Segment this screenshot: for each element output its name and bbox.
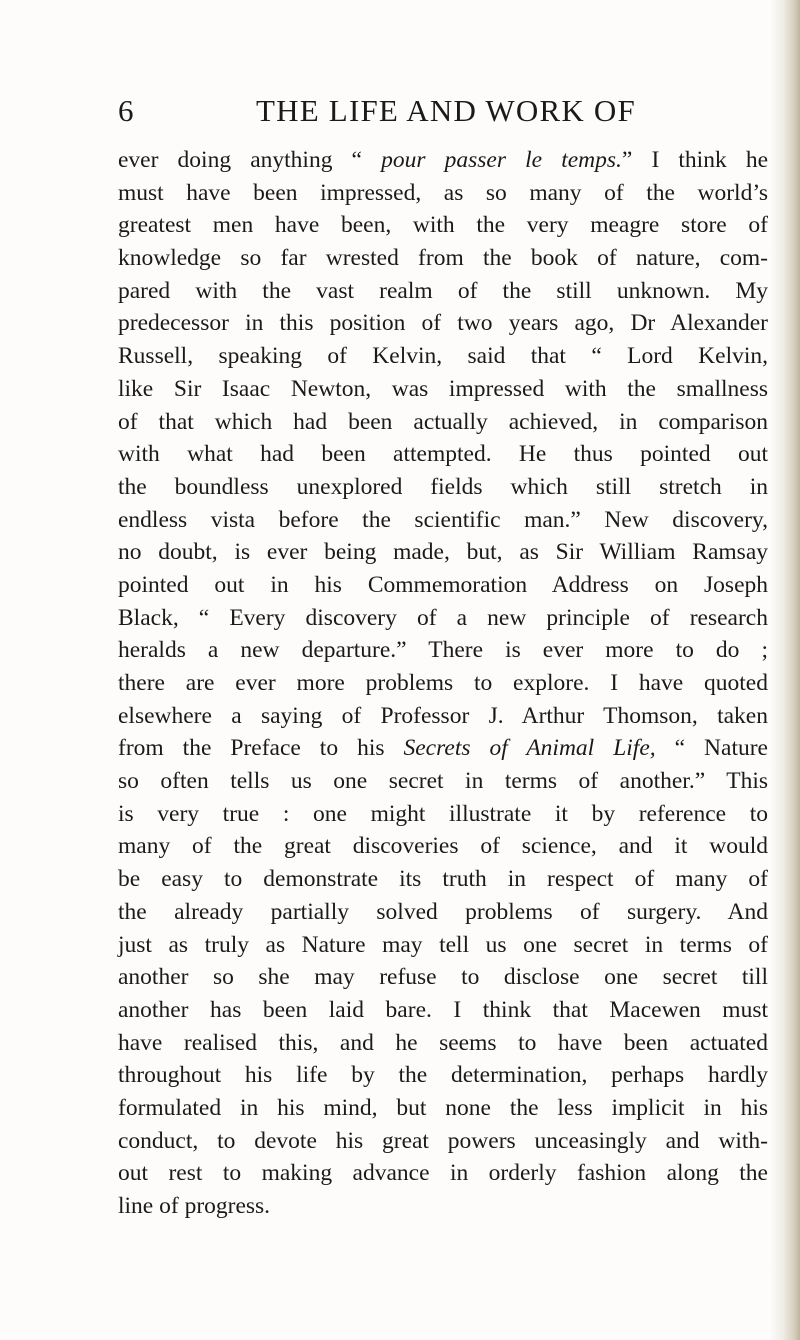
text-run: ever doing anything “ [118, 147, 382, 173]
text-line [118, 569, 768, 602]
text-line [118, 209, 768, 242]
text-run: no doubt, is ever being made, but, as Sir William Ramsay [118, 539, 768, 566]
text-line [118, 373, 768, 406]
text-run: the already partially solved problems of surgery. And [118, 898, 768, 925]
running-head: THE LIFE AND WORK OF [256, 93, 636, 128]
text-line [118, 994, 768, 1027]
text-run: there are ever more problems to explore. I have quoted [118, 670, 768, 696]
text-run: Black, “ Every discovery of a new principle of research [118, 604, 768, 631]
text-run: be easy to demonstrate its truth in respect of many of [118, 866, 768, 893]
page-number: 6 [118, 93, 134, 128]
text-line [118, 961, 768, 994]
text-run: so often tells us one secret in terms of another.” This [118, 768, 768, 795]
text-run: of that which had been actually achieved, in comparison [118, 408, 768, 435]
text-run: conduct, to devote his great powers unceasingly and with- [118, 1127, 768, 1154]
text-run: elsewhere a saying of Professor J. Arthur Thomson, taken [118, 702, 768, 729]
text-run: Russell, speaking of Kelvin, said that “ Lord Kelvin, [118, 343, 768, 370]
text-run: another so she may refuse to disclose one secret till [118, 964, 768, 991]
text-line [118, 1157, 768, 1190]
text-run: the boundless unexplored fields which still stretch in [118, 473, 768, 500]
text-run: formulated in his mind, but none the less implicit in his [118, 1094, 768, 1121]
text-run: predecessor in this position of two years ago, Dr Alexander [118, 310, 768, 337]
text-run: endless vista before the scientific man.” New discovery, [118, 506, 768, 533]
text-line [118, 1125, 768, 1158]
text-line [118, 863, 768, 896]
text-line [118, 896, 768, 929]
text-run: have realised this, and he seems to have been actuated [118, 1029, 768, 1056]
text-run: heralds a new departure.” There is ever more to do ; [118, 637, 768, 664]
text-line [118, 798, 768, 831]
text-line [118, 177, 768, 210]
text-line [118, 242, 768, 275]
text-run: “ Nature [655, 735, 768, 762]
text-line [118, 504, 768, 537]
text-line [118, 1190, 768, 1223]
text-run: like Sir Isaac Newton, was impressed with the smallness [118, 375, 768, 402]
text-line [118, 700, 768, 733]
text-run: ” I think he [621, 147, 769, 173]
text-run: greatest men have been, with the very meagre store of [118, 212, 768, 239]
text-line [118, 536, 768, 569]
text-line [118, 1059, 768, 1092]
text-run: must have been impressed, as so many of the world’s [118, 179, 768, 206]
text-run: throughout his life by the determination, perhaps hardly [118, 1062, 768, 1089]
text-line [118, 830, 768, 863]
text-run: just as truly as Nature may tell us one secret in terms of [118, 931, 768, 958]
text-run: line of progress. [118, 1193, 271, 1219]
text-run: pointed out in his Commemoration Address on Joseph [118, 571, 768, 598]
text-line [118, 307, 768, 340]
text-run: from the Preface to his [118, 735, 404, 762]
text-line [118, 634, 768, 667]
text-line [118, 471, 768, 504]
body-paragraph [118, 144, 768, 1223]
text-line [118, 340, 768, 373]
text-line [118, 667, 768, 700]
text-line [118, 1027, 768, 1060]
text-line [118, 765, 768, 798]
text-line [118, 438, 768, 471]
italic-text: Secrets of Animal Life, [403, 735, 656, 762]
text-run: many of the great discoveries of science, and it would [118, 833, 768, 860]
text-line [118, 275, 768, 308]
text-run: knowledge so far wrested from the book of nature, com- [118, 245, 768, 272]
page-edge-discoloration [770, 0, 800, 1340]
text-run: another has been laid bare. I think that Macewen must [118, 996, 768, 1023]
text-run: pared with the vast realm of the still unknown. My [118, 277, 768, 304]
text-run: out rest to making advance in orderly fashion along the [118, 1160, 768, 1187]
text-line [118, 406, 768, 439]
text-line [118, 1092, 768, 1125]
text-line [118, 144, 768, 177]
text-run: is very true : one might illustrate it by reference to [118, 800, 768, 827]
text-line [118, 732, 768, 765]
italic-text: pour passer le temps. [381, 147, 622, 173]
text-run: with what had been attempted. He thus pointed out [118, 441, 768, 468]
text-line [118, 929, 768, 962]
text-line [118, 602, 768, 635]
